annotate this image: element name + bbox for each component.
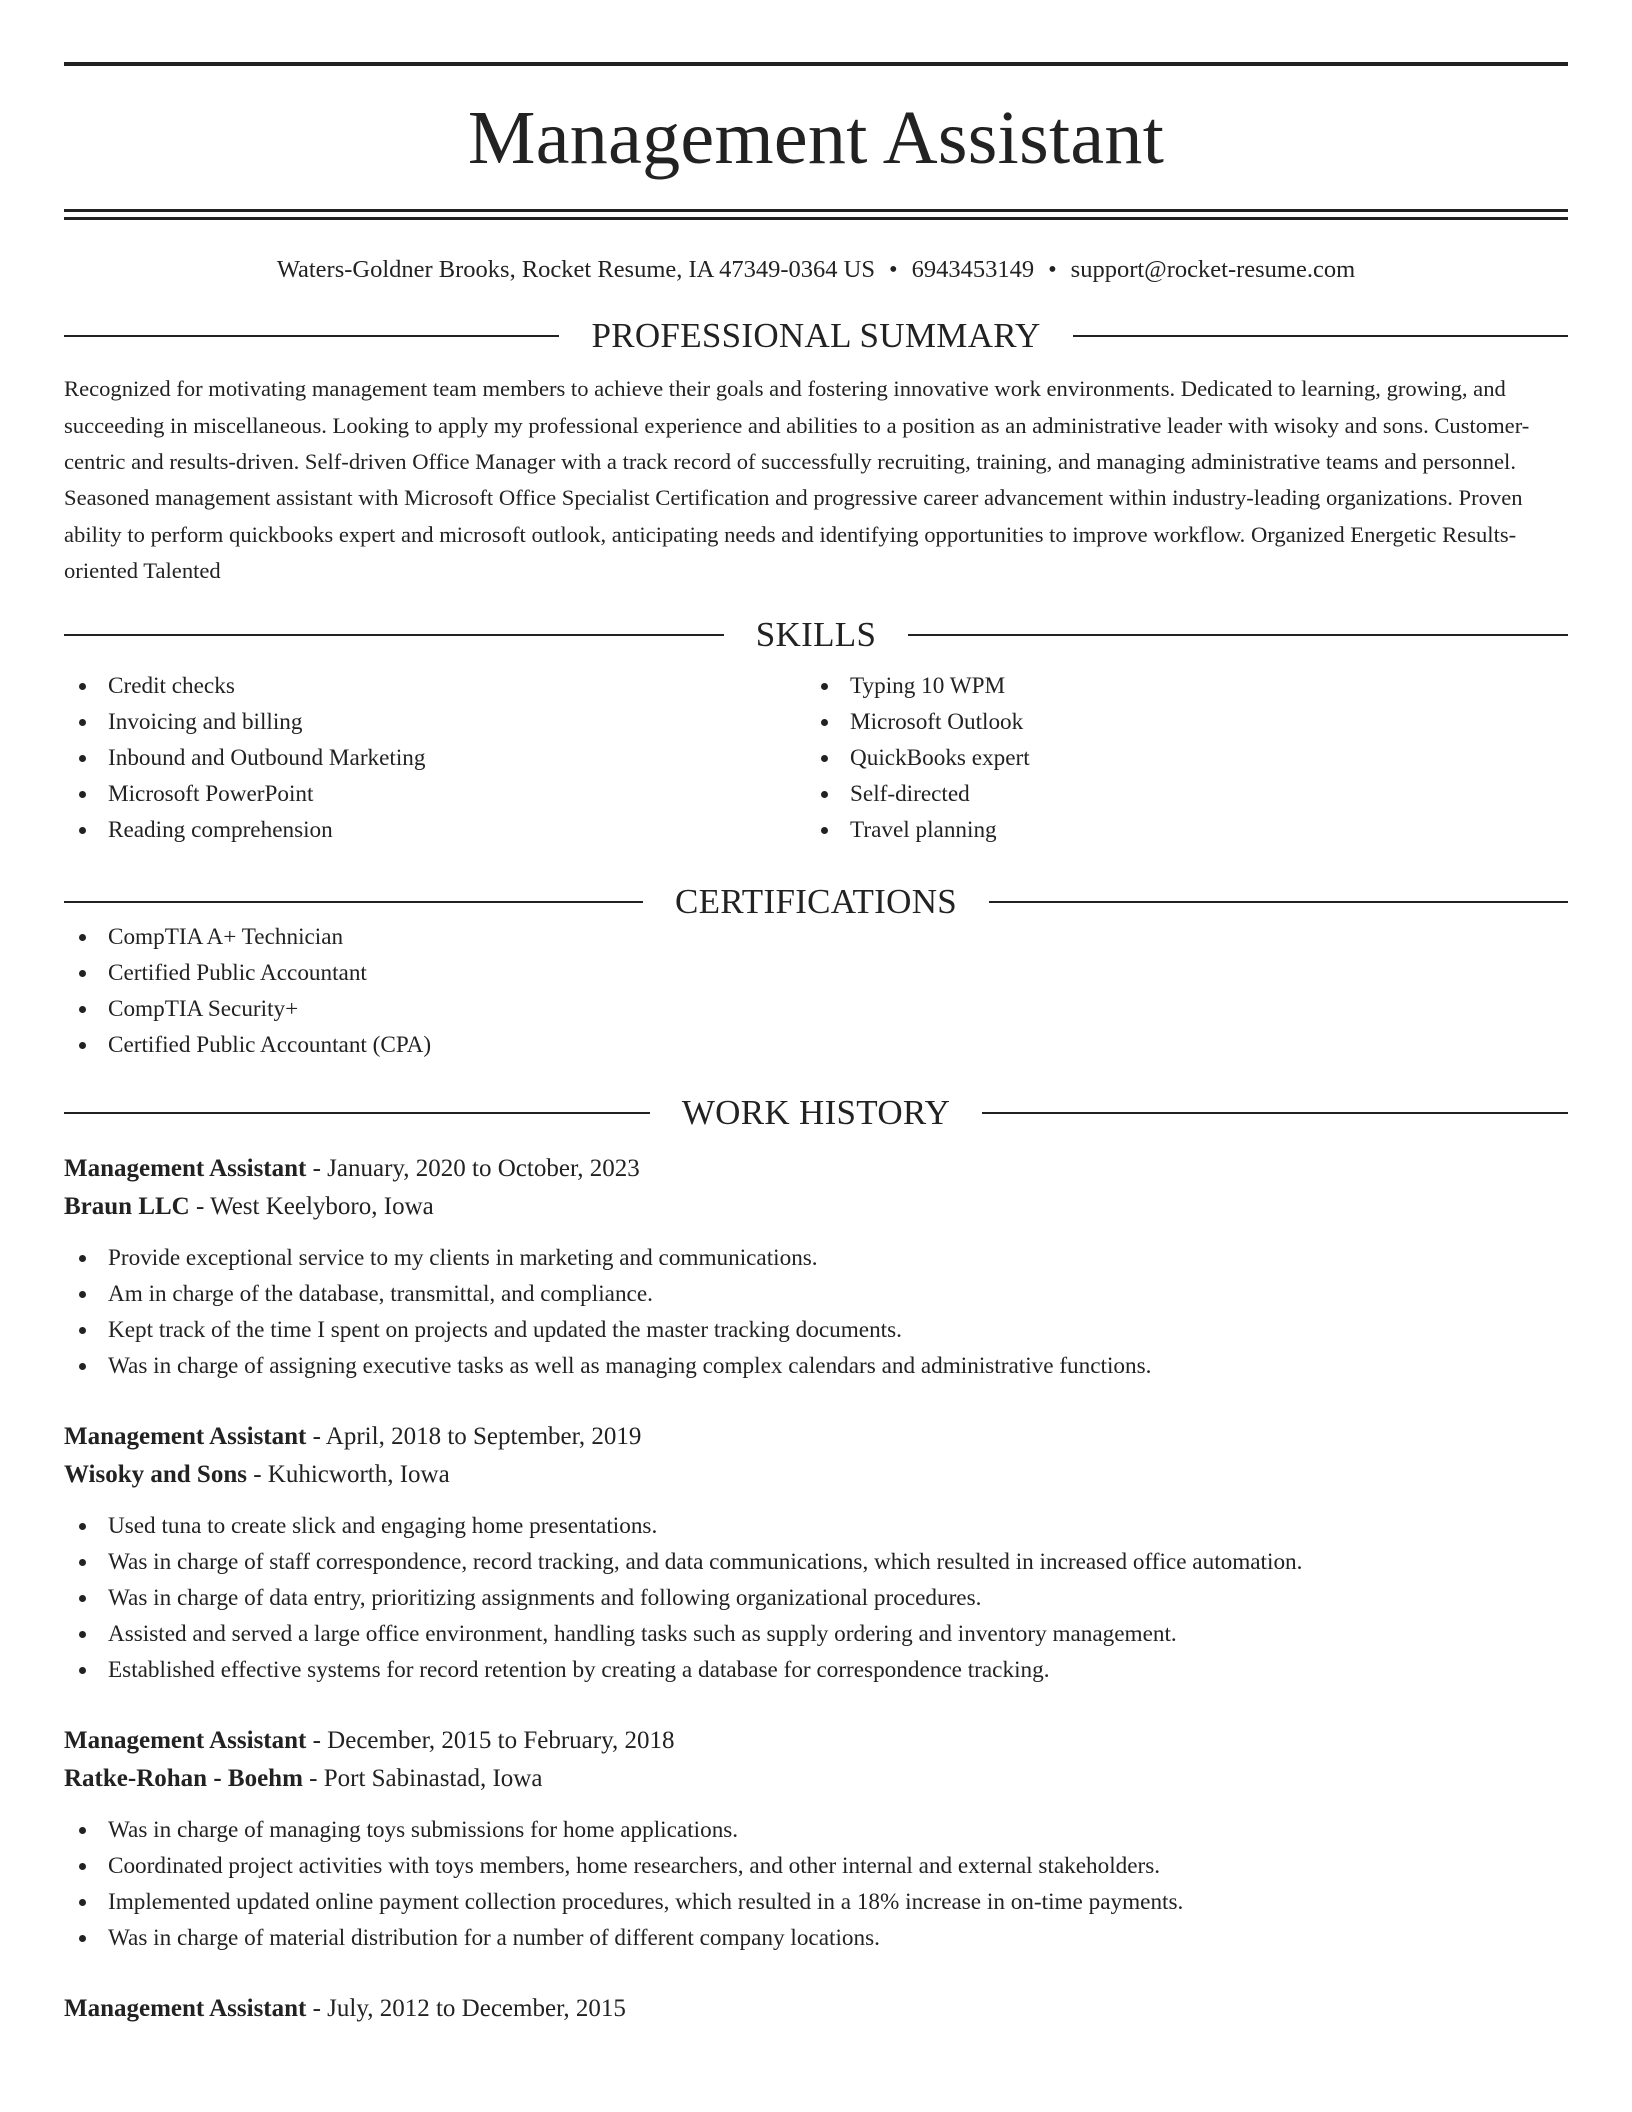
top-rule [64,62,1568,66]
summary-text: Recognized for motivating management team members to achieve their goals and fostering innovative work environments. Dedicated to learning, growing, and succeeding in miscellaneous. Looking to apply my professional experience and abilities to a position as an administrative leader with wisoky and sons. Customer-centric and results-driven. Self-driven Office Manager with a track record of successfully recruiting, training, and managing administrative teams and personnel. Seasoned management assistant with Microsoft Office Specialist Certification and progressive career advancement within industry-leading organizations. Proven ability to perform quickbooks expert and microsoft outlook, anticipating needs and identifying opportunities to improve workflow. Organized Energetic Results-oriented Talented [64,376,1530,583]
skill-item: Microsoft Outlook [806,704,1548,740]
skill-item: Self-directed [806,776,1548,812]
heading-rule [982,1112,1568,1114]
job-bullet: Provide exceptional service to my clients in marketing and communications. [64,1240,1568,1276]
job-bullet: Was in charge of assigning executive tasks as well as managing complex calendars and administrative functions. [64,1348,1568,1384]
heading-rule [64,901,643,903]
job-bullet: Was in charge of staff correspondence, record tracking, and data communications, which resulted in increased office automation. [64,1544,1568,1580]
job-dates: - January, 2020 to October, 2023 [306,1155,640,1183]
skill-item: Credit checks [64,668,806,704]
job-entry [64,1418,1568,1688]
skill-item: Invoicing and billing [64,704,806,740]
job-company-line [64,1456,1568,1494]
job-dates: - December, 2015 to February, 2018 [306,1727,675,1755]
contact-email[interactable]: support@rocket-resume.com [1070,256,1356,283]
certifications-heading-label: CERTIFICATIONS [674,882,958,922]
contact-line [64,255,1568,284]
job-title-line [64,1418,1568,1456]
job-dates: - July, 2012 to December, 2015 [306,1995,626,2023]
job-bullets [64,1240,1568,1384]
job-bullets [64,1812,1568,1956]
job-company: Braun LLC [64,1193,190,1221]
job-bullet: Was in charge of data entry, prioritizing assignments and following organizational procedures. [64,1580,1568,1616]
skills-heading [64,615,1568,655]
job-bullet: Used tuna to create slick and engaging home presentations. [64,1508,1568,1544]
heading-rule [64,634,724,636]
job-bullet: Assisted and served a large office environment, handling tasks such as supply ordering and inventory management. [64,1616,1568,1652]
job-entry [64,1150,1568,1384]
job-title-line [64,1722,1568,1760]
certification-item: Certified Public Accountant [64,955,1568,991]
job-company-line [64,1188,1568,1226]
job-title: Management Assistant [64,1727,307,1755]
job-bullet: Am in charge of the database, transmittal, and compliance. [64,1276,1568,1312]
job-entry [64,1990,1568,2028]
skills-heading-label: SKILLS [755,615,877,655]
skills-column-right [806,668,1548,848]
job-company: Ratke-Rohan - Boehm [64,1765,303,1793]
skill-item: QuickBooks expert [806,740,1548,776]
job-dates: - April, 2018 to September, 2019 [306,1423,642,1451]
skill-item: Microsoft PowerPoint [64,776,806,812]
heading-rule [64,335,559,337]
summary-heading-label: PROFESSIONAL SUMMARY [591,316,1041,356]
job-title-line [64,1150,1568,1188]
job-location: - Kuhicworth, Iowa [246,1461,450,1489]
job-entry [64,1722,1568,1956]
skill-item: Reading comprehension [64,812,806,848]
job-bullet: Was in charge of managing toys submissions for home applications. [64,1812,1568,1848]
job-location: - Port Sabinastad, Iowa [302,1765,543,1793]
certification-item: CompTIA A+ Technician [64,919,1568,955]
skill-item: Travel planning [806,812,1548,848]
resume-title: Management Assistant [467,96,1165,180]
job-title-line [64,1990,1568,2028]
job-bullet: Was in charge of material distribution for a number of different company locations. [64,1920,1568,1956]
job-bullet: Established effective systems for record retention by creating a database for correspondence tracking. [64,1652,1568,1688]
certification-item: Certified Public Accountant (CPA) [64,1027,1568,1063]
contact-address: Waters-Goldner Brooks, Rocket Resume, IA 47349-0364 US [276,256,876,283]
skill-item: Typing 10 WPM [806,668,1548,704]
heading-rule [908,634,1568,636]
job-title: Management Assistant [64,1423,307,1451]
heading-rule [1073,335,1568,337]
contact-separator: • [1048,256,1057,283]
heading-rule [989,901,1568,903]
skills-column-left [64,668,806,848]
job-bullet: Kept track of the time I spent on projects and updated the master tracking documents. [64,1312,1568,1348]
job-title: Management Assistant [64,1995,307,2023]
heading-rule [64,1112,650,1114]
contact-phone: 6943453149 [911,256,1035,283]
job-title: Management Assistant [64,1155,307,1183]
work-history-heading [64,1093,1568,1133]
certification-item: CompTIA Security+ [64,991,1568,1027]
skill-item: Inbound and Outbound Marketing [64,740,806,776]
double-rule [64,209,1568,220]
summary-heading [64,316,1568,356]
job-company: Wisoky and Sons [64,1461,247,1489]
contact-separator: • [889,256,898,283]
job-bullet: Implemented updated online payment collection procedures, which resulted in a 18% increase in on-time payments. [64,1884,1568,1920]
work-history-heading-label: WORK HISTORY [681,1093,951,1133]
resume-page [64,0,1568,2028]
job-company-line [64,1760,1568,1798]
job-location: - West Keelyboro, Iowa [189,1193,434,1221]
certifications-list [64,919,1568,1063]
job-bullets [64,1508,1568,1688]
job-bullet: Coordinated project activities with toys members, home researchers, and other internal and external stakeholders. [64,1848,1568,1884]
skills-list [64,668,1568,848]
certifications-heading [64,882,1568,922]
